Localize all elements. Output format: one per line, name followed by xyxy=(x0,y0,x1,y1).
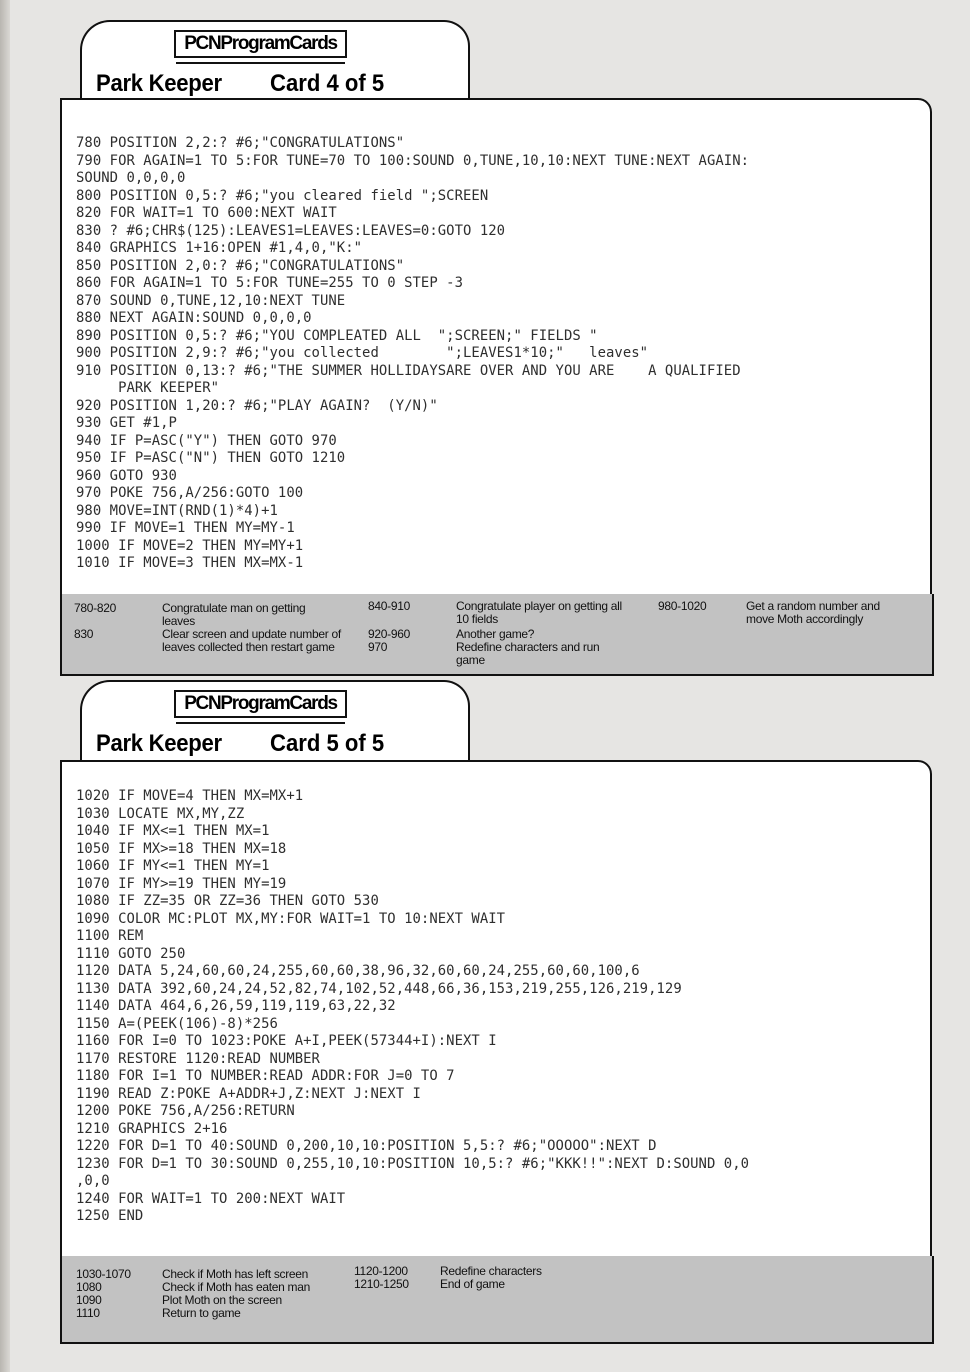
note-description: Plot Moth on the screen xyxy=(162,1293,282,1307)
code-line: 1040 IF MX<=1 THEN MX=1 xyxy=(76,823,270,839)
code-line: 1210 GRAPHICS 2+16 xyxy=(76,1120,228,1137)
listing-panel xyxy=(60,98,932,596)
code-line: 860 FOR AGAIN=1 TO 5:FOR TUNE=255 TO 0 STEP -3 xyxy=(76,275,463,291)
code-line: 980 MOVE=INT(RND(1)*4)+1 xyxy=(76,502,278,519)
note-range: 970 xyxy=(368,640,388,654)
note-description: End of game xyxy=(440,1277,505,1291)
line-notes-panel xyxy=(60,594,934,676)
card-number: Card 4 of 5 xyxy=(270,70,385,97)
code-line: 1120 DATA 5,24,60,60,24,255,60,60,38,96,32,60,60,24,255,60,60,100,6 xyxy=(76,963,640,979)
code-line: 780 POSITION 2,2:? #6;"CONGRATULATIONS" xyxy=(76,135,405,151)
code-line: 1060 IF MY<=1 THEN MY=1 xyxy=(76,858,270,874)
code-line: 850 POSITION 2,0:? #6;"CONGRATULATIONS" xyxy=(76,257,405,274)
note-description: Check if Moth has eaten man xyxy=(162,1280,310,1294)
code-line: 1110 GOTO 250 xyxy=(76,945,186,962)
code-line: 1220 FOR D=1 TO 40:SOUND 0,200,10,10:POSITION 5,5:? #6;"OOOOO":NEXT D xyxy=(76,1138,657,1154)
code-line: 930 GET #1,P xyxy=(76,415,177,431)
program-listing xyxy=(76,788,749,1226)
code-line: 1150 A=(PEEK(106)-8)*256 xyxy=(76,1015,278,1032)
note-description: Congratulate player on getting all 10 fields xyxy=(456,599,622,626)
program-title: Park Keeper xyxy=(96,70,222,97)
code-line: 1200 POKE 756,A/256:RETURN xyxy=(76,1103,295,1119)
code-line: 900 POSITION 2,9:? #6;"you collected ";LEAVES1*10;" leaves" xyxy=(76,345,649,361)
note-description: Redefine characters xyxy=(440,1264,542,1278)
note-range: 1080 xyxy=(76,1280,102,1294)
code-line: 950 IF P=ASC("N") THEN GOTO 1210 xyxy=(76,450,346,466)
code-line: SOUND 0,0,0,0 xyxy=(76,170,186,186)
note-description: Redefine characters and run game xyxy=(456,640,600,667)
pcn-logo: PCNProgramCards xyxy=(174,690,347,718)
code-line: 970 POKE 756,A/256:GOTO 100 xyxy=(76,485,304,501)
code-line: 1030 LOCATE MX,MY,ZZ xyxy=(76,805,245,822)
code-line: PARK KEEPER" xyxy=(76,380,220,396)
line-notes-panel xyxy=(60,1256,934,1344)
code-line: 830 ? #6;CHR$(125):LEAVES1=LEAVES:LEAVES=0:GOTO 120 xyxy=(76,222,506,239)
note-range: 1110 xyxy=(76,1306,100,1320)
code-line: 1050 IF MX>=18 THEN MX=18 xyxy=(76,840,287,857)
code-line: 840 GRAPHICS 1+16:OPEN #1,4,0,"K:" xyxy=(76,240,363,256)
listing-panel xyxy=(60,760,932,1258)
code-line: 890 POSITION 0,5:? #6;"YOU COMPLEATED ALL ";SCREEN;" FIELDS " xyxy=(76,327,598,344)
code-line: 1070 IF MY>=19 THEN MY=19 xyxy=(76,875,287,892)
code-line: 1130 DATA 392,60,24,24,52,82,74,102,52,448,66,36,153,219,255,126,219,129 xyxy=(76,980,682,997)
code-line: 1190 READ Z:POKE A+ADDR+J,Z:NEXT J:NEXT I xyxy=(76,1085,421,1102)
note-range: 1210-1250 xyxy=(354,1277,409,1291)
program-card-5 xyxy=(60,680,932,1344)
code-line: 1000 IF MOVE=2 THEN MY=MY+1 xyxy=(76,537,304,554)
code-line: 1080 IF ZZ=35 OR ZZ=36 THEN GOTO 530 xyxy=(76,893,379,909)
note-description: Check if Moth has left screen xyxy=(162,1267,309,1281)
note-range: 1090 xyxy=(76,1293,102,1307)
code-line: 790 FOR AGAIN=1 TO 5:FOR TUNE=70 TO 100:SOUND 0,TUNE,10,10:NEXT TUNE:NEXT AGAIN: xyxy=(76,152,750,169)
code-line: 1140 DATA 464,6,26,59,119,119,63,22,32 xyxy=(76,998,396,1014)
code-line: 1170 RESTORE 1120:READ NUMBER xyxy=(76,1050,320,1067)
code-line: 1230 FOR D=1 TO 30:SOUND 0,255,10,10:POSITION 10,5:? #6;"KKK!!":NEXT D:SOUND 0,0 xyxy=(76,1155,750,1172)
code-line: 940 IF P=ASC("Y") THEN GOTO 970 xyxy=(76,432,337,449)
program-card-4 xyxy=(60,20,932,676)
note-description: Return to game xyxy=(162,1306,241,1320)
program-title: Park Keeper xyxy=(96,730,222,757)
code-line: 920 POSITION 1,20:? #6;"PLAY AGAIN? (Y/N)" xyxy=(76,397,438,414)
pcn-logo: PCNProgramCards xyxy=(174,30,347,58)
note-range: 840-910 xyxy=(368,599,410,613)
code-line: 960 GOTO 930 xyxy=(76,467,177,484)
note-description: Another game? xyxy=(456,627,535,641)
note-range: 980-1020 xyxy=(658,599,707,613)
note-description: Congratulate man on getting leaves xyxy=(162,601,306,628)
note-range: 830 xyxy=(74,627,94,641)
code-line: 1010 IF MOVE=3 THEN MX=MX-1 xyxy=(76,555,304,571)
code-line: 910 POSITION 0,13:? #6;"THE SUMMER HOLLIDAYSARE OVER AND YOU ARE A QUALIFIED xyxy=(76,362,741,379)
code-line: 1020 IF MOVE=4 THEN MX=MX+1 xyxy=(76,788,304,804)
code-line: 990 IF MOVE=1 THEN MY=MY-1 xyxy=(76,520,295,536)
program-listing xyxy=(76,135,749,573)
note-range: 1120-1200 xyxy=(354,1264,408,1278)
code-line: ,0,0 xyxy=(76,1173,110,1189)
code-line: 1250 END xyxy=(76,1208,144,1224)
card-number: Card 5 of 5 xyxy=(270,730,385,757)
note-range: 780-820 xyxy=(74,601,116,615)
code-line: 1240 FOR WAIT=1 TO 200:NEXT WAIT xyxy=(76,1190,346,1207)
note-description: Get a random number and move Moth accordingly xyxy=(746,599,880,626)
code-line: 1160 FOR I=0 TO 1023:POKE A+I,PEEK(57344+I):NEXT I xyxy=(76,1033,497,1049)
code-line: 820 FOR WAIT=1 TO 600:NEXT WAIT xyxy=(76,205,337,221)
note-description: Clear screen and update number of leaves collected then restart game xyxy=(162,627,341,654)
page-spine xyxy=(0,0,10,1372)
code-line: 1100 REM xyxy=(76,928,144,944)
code-line: 1090 COLOR MC:PLOT MX,MY:FOR WAIT=1 TO 10:NEXT WAIT xyxy=(76,910,506,927)
code-line: 880 NEXT AGAIN:SOUND 0,0,0,0 xyxy=(76,310,312,326)
code-line: 1180 FOR I=1 TO NUMBER:READ ADDR:FOR J=0 TO 7 xyxy=(76,1068,455,1084)
note-range: 1030-1070 xyxy=(76,1267,131,1281)
code-line: 870 SOUND 0,TUNE,12,10:NEXT TUNE xyxy=(76,292,346,309)
code-line: 800 POSITION 0,5:? #6;"you cleared field ";SCREEN xyxy=(76,187,489,204)
note-range: 920-960 xyxy=(368,627,410,641)
